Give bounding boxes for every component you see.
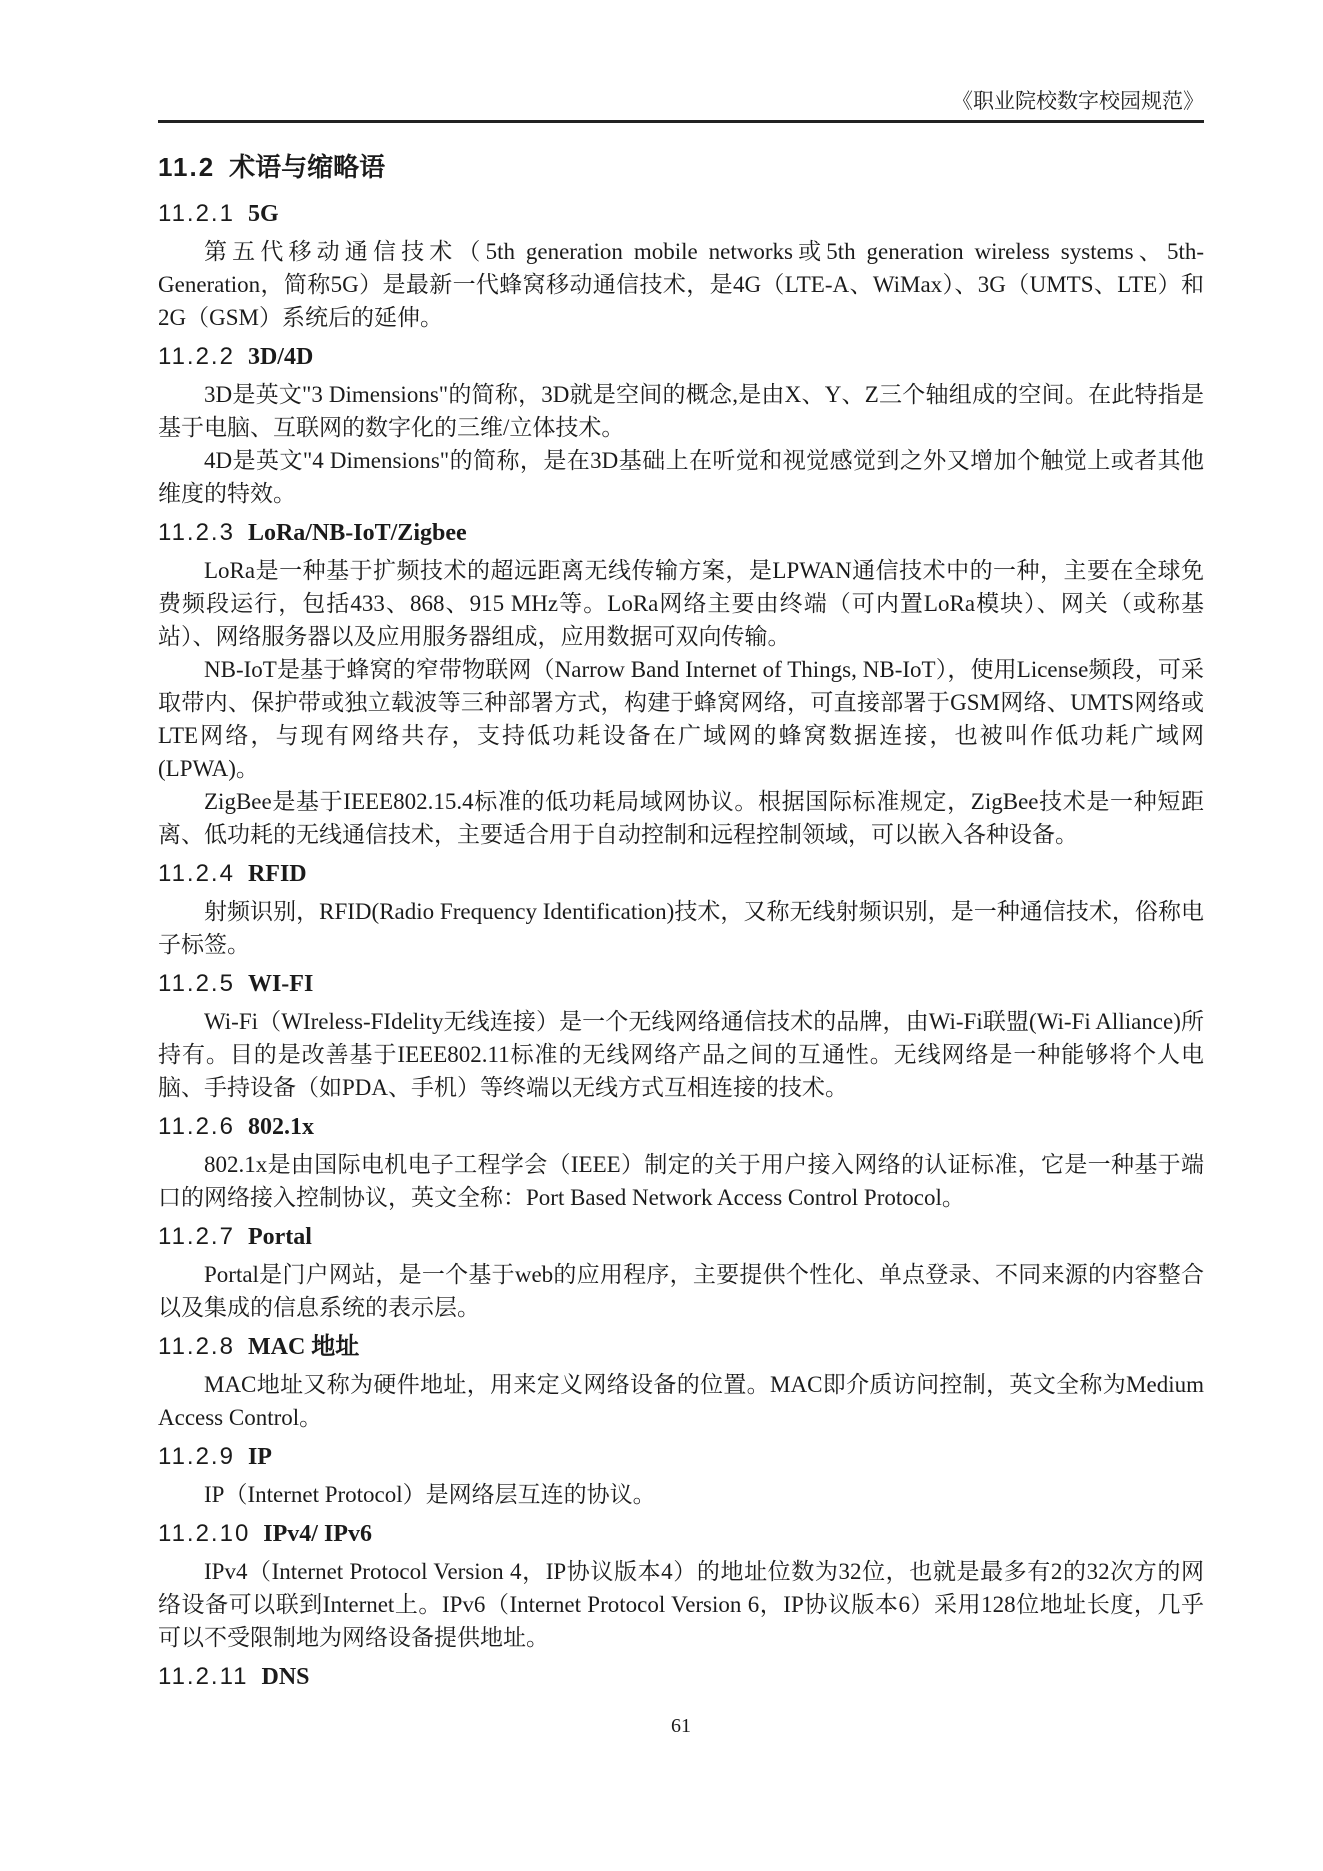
document-title: 《职业院校数字校园规范》 (952, 89, 1204, 113)
subsection (158, 1517, 1204, 1654)
subsection (158, 1660, 1204, 1694)
subsection-paragraphs (158, 378, 1204, 510)
subsection-heading (158, 1330, 1204, 1364)
page-footer (158, 1712, 1204, 1740)
paragraph: IPv4（Internet Protocol Version 4，IP协议版本4）的地址位数为32位，也就是最多有2的32次方的网络设备可以联到Internet上。IPv6（Internet Protocol Version 6，IP协议版本6）采用128位地址长度，几乎可以不受限制地为网络设备提供地址。 (158, 1559, 1204, 1650)
subsection-paragraphs (158, 1478, 1204, 1511)
subsection (158, 1440, 1204, 1511)
subsection-title-text: DNS (261, 1664, 310, 1690)
paragraph: IP（Internet Protocol）是网络层互连的协议。 (204, 1482, 656, 1507)
subsection-paragraphs (158, 235, 1204, 334)
subsection-title-text: Portal (247, 1224, 312, 1250)
page-content (158, 150, 1204, 1694)
paragraph: 802.1x是由国际电机电子工程学会（IEEE）制定的关于用户接入网络的认证标准，它是一种基于端口的网络接入控制协议，英文全称：Port Based Network Access Control Protocol。 (158, 1152, 1204, 1210)
paragraph: ZigBee是基于IEEE802.15.4标准的低功耗局域网协议。根据国际标准规定，ZigBee技术是一种短距离、低功耗的无线通信技术，主要适合用于自动控制和远程控制领域，可以嵌入各种设备。 (158, 789, 1204, 847)
subsection-number: 11.2.10 (158, 1520, 251, 1547)
subsection (158, 1220, 1204, 1324)
subsection (158, 1110, 1204, 1214)
subsection-paragraphs (158, 895, 1204, 961)
subsection-title-text: 802.1x (247, 1114, 314, 1140)
paragraph: LoRa是一种基于扩频技术的超远距离无线传输方案，是LPWAN通信技术中的一种，主要在全球免费频段运行，包括433、868、915 MHz等。LoRa网络主要由终端（可内置LoRa模块）、网关（或称基站）、网络服务器以及应用服务器组成，应用数据可双向传输。 (158, 558, 1204, 649)
section-heading (158, 150, 1204, 184)
subsection-paragraphs (158, 1005, 1204, 1104)
subsection-heading (158, 967, 1204, 1001)
section-number: 11.2 (158, 152, 216, 182)
subsection-number: 11.2.7 (158, 1223, 235, 1250)
subsection-number: 11.2.2 (158, 343, 235, 370)
subsection (158, 340, 1204, 510)
subsection-title-text: WI-FI (247, 971, 314, 997)
subsection-paragraphs (158, 554, 1204, 851)
paragraph: Portal是门户网站，是一个基于web的应用程序，主要提供个性化、单点登录、不同来源的内容整合以及集成的信息系统的表示层。 (158, 1262, 1204, 1320)
paragraph: NB-IoT是基于蜂窝的窄带物联网（Narrow Band Internet of Things, NB-IoT），使用License频段，可采取带内、保护带或独立载波等三种部署方式，构建于蜂窝网络，可直接部署于GSM网络、UMTS网络或LTE网络，与现有网络共存，支持低功耗设备在广域网的蜂窝数据连接，也被叫作低功耗广域网(LPWA)。 (158, 657, 1204, 781)
subsection (158, 197, 1204, 334)
subsections (158, 197, 1204, 1694)
page-header (158, 0, 1204, 123)
subsection-title-text: IPv4/ IPv6 (263, 1521, 372, 1547)
subsection-paragraphs (158, 1148, 1204, 1214)
subsection-heading (158, 197, 1204, 231)
subsection-number: 11.2.8 (158, 1333, 235, 1360)
subsection-heading (158, 1517, 1204, 1551)
subsection-title-text: LoRa/NB-IoT/Zigbee (247, 520, 467, 546)
subsection-heading (158, 1440, 1204, 1474)
paragraph: 4D是英文"4 Dimensions"的简称，是在3D基础上在听觉和视觉感觉到之外又增加个触觉上或者其他维度的特效。 (158, 448, 1204, 506)
subsection-number: 11.2.9 (158, 1443, 235, 1470)
subsection-heading (158, 340, 1204, 374)
paragraph: 3D是英文"3 Dimensions"的简称，3D就是空间的概念,是由X、Y、Z三个轴组成的空间。在此特指是基于电脑、互联网的数字化的三维/立体技术。 (158, 382, 1204, 440)
section-title-text: 术语与缩略语 (229, 152, 386, 182)
page-number: 61 (671, 1715, 691, 1737)
subsection-paragraphs (158, 1368, 1204, 1434)
subsection (158, 857, 1204, 961)
paragraph: 射频识别，RFID(Radio Frequency Identification)技术，又称无线射频识别，是一种通信技术，俗称电子标签。 (158, 899, 1204, 957)
subsection-number: 11.2.5 (158, 970, 235, 997)
subsection-title-text: MAC 地址 (247, 1334, 360, 1360)
paragraph: Wi-Fi（WIreless-FIdelity无线连接）是一个无线网络通信技术的品牌，由Wi-Fi联盟(Wi-Fi Alliance)所持有。目的是改善基于IEEE802.11标准的无线网络产品之间的互通性。无线网络是一种能够将个人电脑、手持设备（如PDA、手机）等终端以无线方式互相连接的技术。 (158, 1009, 1204, 1100)
subsection-title-text: 5G (247, 201, 279, 227)
subsection-heading (158, 857, 1204, 891)
subsection-number: 11.2.3 (158, 519, 235, 546)
paragraph: MAC地址又称为硬件地址，用来定义网络设备的位置。MAC即介质访问控制，英文全称为Medium Access Control。 (158, 1372, 1204, 1430)
subsection-heading (158, 1110, 1204, 1144)
subsection-number: 11.2.4 (158, 860, 235, 887)
subsection-number: 11.2.1 (158, 200, 235, 227)
subsection (158, 967, 1204, 1104)
paragraph: 第五代移动通信技术（5th generation mobile networks或5th generation wireless systems、5th-Generation，简称5G）是最新一代蜂窝移动通信技术，是4G（LTE-A、WiMax）、3G（UMTS、LTE）和2G（GSM）系统后的延伸。 (158, 239, 1204, 330)
subsection (158, 516, 1204, 851)
subsection-paragraphs (158, 1258, 1204, 1324)
subsection-number: 11.2.6 (158, 1113, 235, 1140)
subsection-paragraphs (158, 1555, 1204, 1654)
subsection-heading (158, 1660, 1204, 1694)
subsection-title-text: RFID (247, 861, 307, 887)
subsection-heading (158, 516, 1204, 550)
subsection-title-text: 3D/4D (247, 344, 314, 370)
subsection-heading (158, 1220, 1204, 1254)
subsection (158, 1330, 1204, 1434)
subsection-title-text: IP (247, 1444, 272, 1470)
subsection-number: 11.2.11 (158, 1663, 249, 1690)
